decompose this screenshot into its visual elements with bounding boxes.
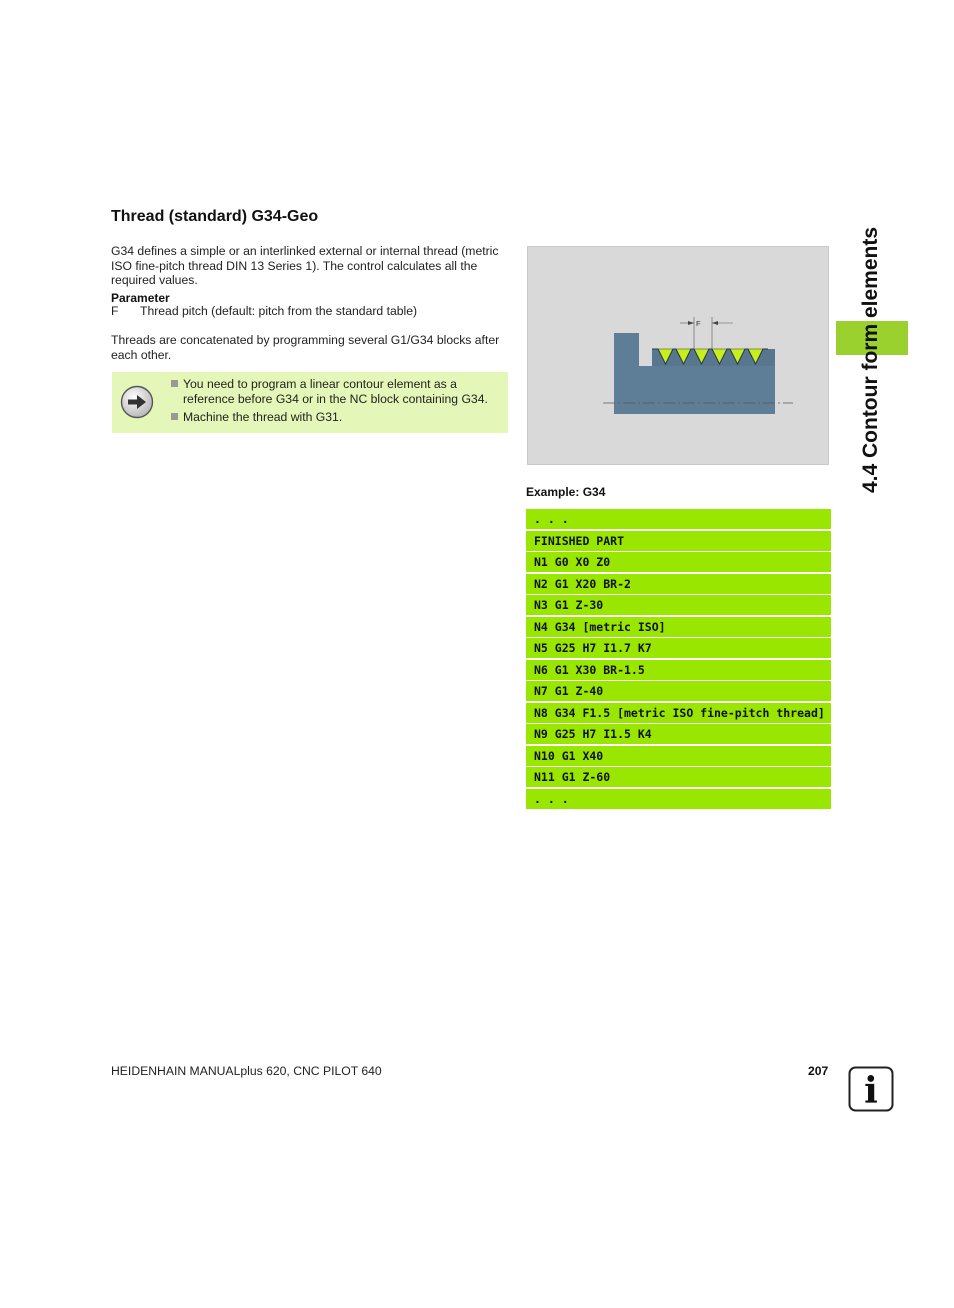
code-line: FINISHED PART [526, 531, 831, 551]
chapter-title: 4.4 Contour form elements [859, 226, 882, 494]
thread-diagram [528, 247, 828, 464]
parameter-description: Thread pitch (default: pitch from the standard table) [140, 304, 418, 318]
info-letter: i [864, 1070, 878, 1112]
thread-figure [527, 246, 829, 465]
code-line: N6 G1 X30 BR-1.5 [526, 660, 831, 680]
dimension-label: F [696, 319, 701, 328]
dim-arrow-icon [712, 321, 718, 325]
example-label: Example: G34 [526, 485, 606, 499]
example-code-table [526, 509, 831, 810]
arrow-right-icon [120, 385, 154, 419]
bullet-square-icon [171, 413, 178, 420]
code-line: N7 G1 Z-40 [526, 681, 831, 701]
code-line: N8 G34 F1.5 [metric ISO fine-pitch thread] [526, 703, 831, 723]
code-line: . . . [526, 789, 831, 809]
note-box [112, 372, 508, 433]
code-line: . . . [526, 509, 831, 529]
parameter-heading: Parameter [111, 291, 170, 305]
intro-paragraph: G34 defines a simple or an interlinked external or internal thread (metric ISO fine-pitch thread DIN 13 Series 1). The control calculates all the required values. [111, 244, 499, 288]
note-list [170, 377, 505, 429]
footer-product: HEIDENHAIN MANUALplus 620, CNC PILOT 640 [111, 1064, 382, 1078]
concat-paragraph: Threads are concatenated by programming several G1/G34 blocks after each other. [111, 333, 500, 362]
note-item: You need to program a linear contour element as a reference before G34 or in the NC block containing G34. [170, 377, 505, 406]
parameter-key: F [111, 304, 119, 318]
bullet-square-icon [171, 380, 178, 387]
dim-arrow-icon [688, 321, 694, 325]
page-number: 207 [808, 1064, 829, 1078]
parameter-row-f [111, 304, 417, 318]
section-title: Thread (standard) G34-Geo [111, 208, 319, 225]
code-line: N11 G1 Z-60 [526, 767, 831, 787]
workpiece-shape [614, 333, 775, 414]
code-line: N1 G0 X0 Z0 [526, 552, 831, 572]
info-icon [848, 1066, 894, 1112]
code-line: N10 G1 X40 [526, 746, 831, 766]
code-line: N9 G25 H7 I1.5 K4 [526, 724, 831, 744]
code-line: N3 G1 Z-30 [526, 595, 831, 615]
code-line: N4 G34 [metric ISO] [526, 617, 831, 637]
note-item: Machine the thread with G31. [170, 410, 505, 425]
code-line: N5 G25 H7 I1.7 K7 [526, 638, 831, 658]
code-line: N2 G1 X20 BR-2 [526, 574, 831, 594]
